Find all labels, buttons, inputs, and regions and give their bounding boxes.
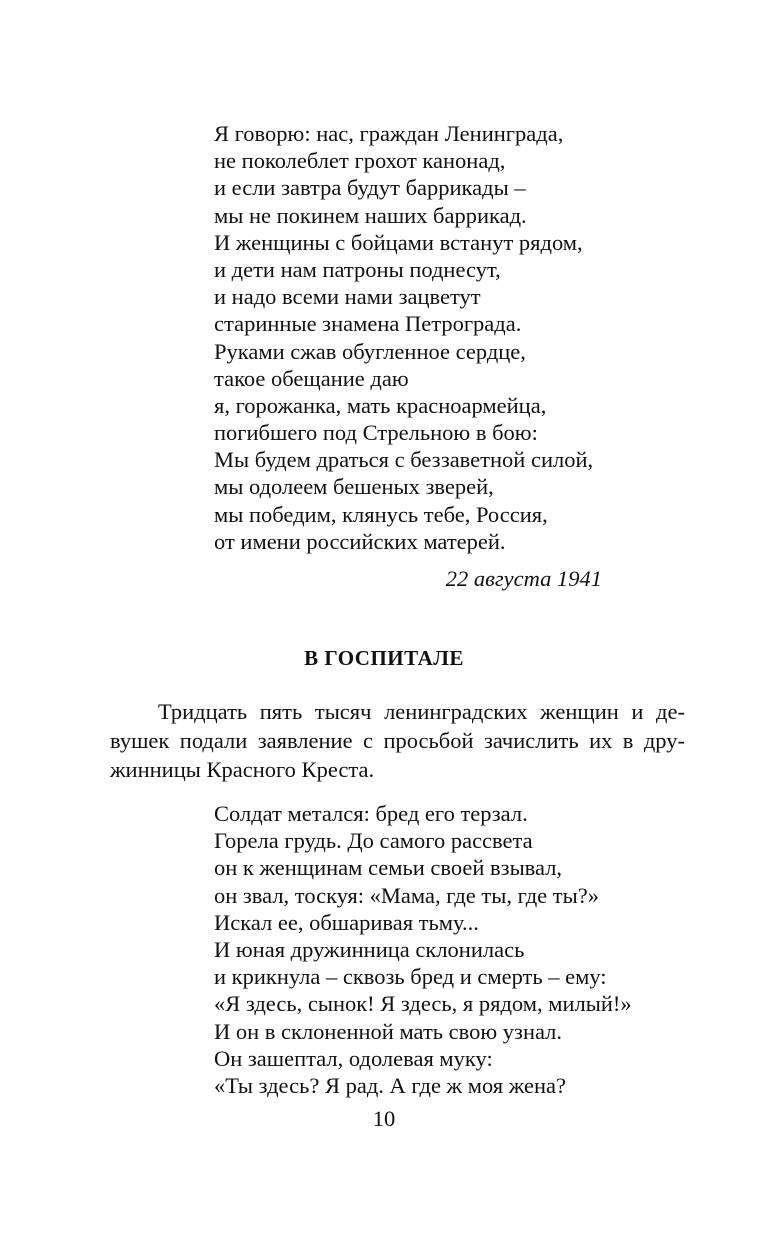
page-number: 10 (372, 1106, 396, 1131)
poem-line: и если завтра будут баррикады – (214, 175, 526, 201)
poem-line: и крикнула – сквозь бред и смерть – ему: (214, 964, 607, 990)
poem-line: Искал ее, обшаривая тьму... (214, 909, 479, 935)
poem-line: И он в склоненной мать свою узнал. (214, 1018, 563, 1044)
poem-line: И женщины с бойцами встанут рядом, (214, 229, 583, 255)
poem-line: Мы будем драться с беззаветной силой, (214, 447, 594, 473)
section-epigraph (110, 697, 685, 784)
poem-stanza-2 (214, 800, 632, 1099)
poem-line: Он зашептал, одолевая муку: (214, 1045, 493, 1071)
poem-line: Солдат метался: бред его терзал. (214, 801, 528, 826)
poem-line: мы победим, клянусь тебе, Россия, (214, 501, 548, 527)
poem-line: от имени российских матерей. (214, 528, 506, 554)
poem-stanza-1 (214, 120, 593, 555)
prose-line: вушек подали заявление с просьбой зачислить их в дру- (110, 728, 685, 753)
poem-line: мы не покинем наших баррикад. (214, 202, 527, 228)
poem-line: погибшего под Стрельною в бою: (214, 420, 538, 446)
poem-line: «Я здесь, сынок! Я здесь, я рядом, милый!» (214, 991, 632, 1017)
poem-line: и дети нам патроны поднесут, (214, 256, 501, 282)
prose-line: жинницы Красного Креста. (110, 757, 375, 782)
poem-line: Горела грудь. До самого рассвета (214, 828, 533, 854)
poem-line: такое обещание даю (214, 365, 409, 391)
prose-line: Тридцать пять тысяч ленинградских женщин и де- (158, 699, 685, 724)
poem-date: 22 августа 1941 (445, 566, 602, 591)
poem-line: не поколеблет грохот канонад, (214, 148, 506, 174)
poem-line: мы одолеем бешеных зверей, (214, 474, 494, 500)
section-heading: В ГОСПИТАЛЕ (304, 646, 464, 670)
poem-line: Я говорю: нас, граждан Ленинграда, (214, 121, 564, 146)
poem-line: И юная дружинница склонилась (214, 936, 525, 962)
poem-line: я, горожанка, мать красноармейца, (214, 392, 547, 418)
poem-line: он звал, тоскуя: «Мама, где ты, где ты?» (214, 882, 599, 908)
poem-line: он к женщинам семьи своей взывал, (214, 855, 563, 881)
poem-line: «Ты здесь? Я рад. А где ж моя жена? (214, 1072, 567, 1098)
poem-line: старинные знамена Петрограда. (214, 311, 522, 337)
poem-line: Руками сжав обугленное сердце, (214, 338, 526, 364)
poem-line: и надо всеми нами зацветут (214, 284, 481, 310)
